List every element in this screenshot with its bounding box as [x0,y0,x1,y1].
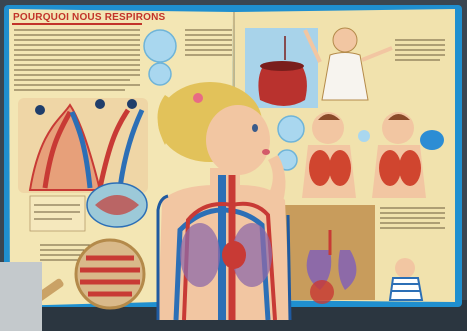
title-underline [12,23,142,25]
lungs-panel [285,205,375,304]
page-title: POURQUOI NOUS RESPIRONS [13,12,166,23]
bubble [149,63,171,85]
foreground-object [0,262,42,331]
bubble [144,30,176,62]
vase-panel [245,28,318,108]
bubble [278,116,304,142]
vascular-diagram [18,98,148,193]
